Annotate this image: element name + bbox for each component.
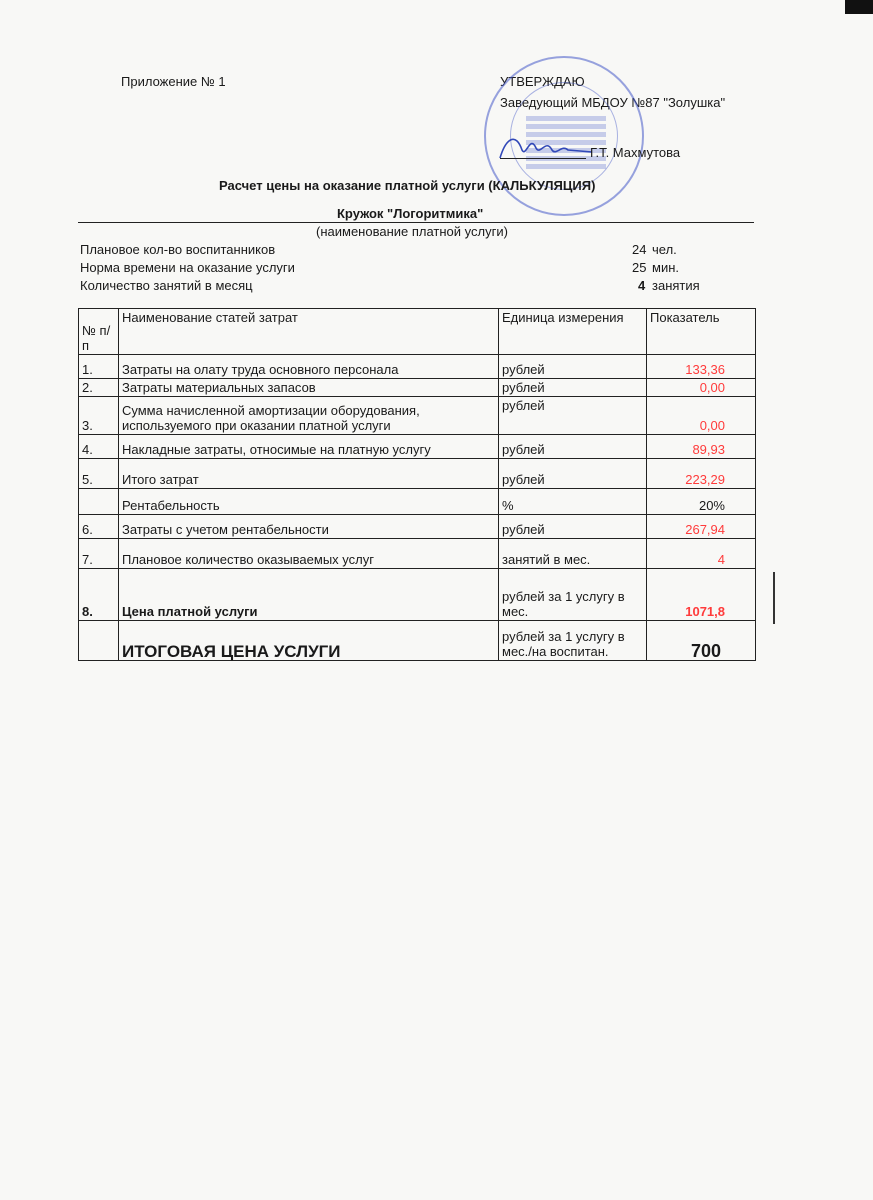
row-num: 4.	[79, 435, 119, 459]
table-row	[79, 569, 756, 621]
row-unit-line: мес./на воспитан.	[502, 644, 609, 659]
row-value: 0,00	[647, 397, 756, 435]
calculation-table	[78, 308, 756, 661]
row-unit: рублей	[499, 397, 647, 435]
row-name-line: используемого при оказании платной услуги	[122, 418, 391, 433]
header-num: № п/п	[79, 309, 119, 355]
row-value: 20%	[647, 489, 756, 515]
row-num	[79, 489, 119, 515]
row-unit-line: рублей за 1 услугу в	[502, 629, 625, 644]
row-unit: рублей	[499, 379, 647, 397]
param-label: Норма времени на оказание услуги	[80, 260, 295, 275]
param-unit: занятия	[652, 278, 700, 293]
signature-line	[500, 158, 586, 159]
row-num: 5.	[79, 459, 119, 489]
row-unit: рублей	[499, 435, 647, 459]
table-row	[79, 435, 756, 459]
row-name: Цена платной услуги	[119, 569, 499, 621]
service-underline	[78, 222, 754, 223]
service-caption: (наименование платной услуги)	[316, 224, 508, 239]
param-value: 25	[632, 260, 647, 275]
row-unit-line: рублей за 1 услугу в	[502, 589, 625, 604]
row-value: 267,94	[647, 515, 756, 539]
row-value: 1071,8	[647, 569, 756, 621]
row-name: Плановое количество оказываемых услуг	[119, 539, 499, 569]
param-value: 24	[632, 242, 647, 257]
signature	[496, 128, 596, 162]
param-value: 4	[638, 278, 646, 293]
param-unit: мин.	[652, 260, 679, 275]
row-name: Затраты с учетом рентабельности	[119, 515, 499, 539]
row-num: 6.	[79, 515, 119, 539]
table-total-row	[79, 621, 756, 661]
row-value: 4	[647, 539, 756, 569]
header-name: Наименование статей затрат	[119, 309, 499, 355]
scan-edge	[845, 0, 873, 14]
row-name: Итого затрат	[119, 459, 499, 489]
page-title: Расчет цены на оказание платной услуги (КАЛЬКУЛЯЦИЯ)	[219, 178, 596, 193]
row-num	[79, 621, 119, 661]
row-value: 89,93	[647, 435, 756, 459]
table-row	[79, 379, 756, 397]
row-value: 223,29	[647, 459, 756, 489]
row-num: 7.	[79, 539, 119, 569]
row-value: 133,36	[647, 355, 756, 379]
row-num: 1.	[79, 355, 119, 379]
table-row	[79, 459, 756, 489]
table-row	[79, 539, 756, 569]
total-value: 700	[647, 621, 756, 661]
table-row	[79, 355, 756, 379]
row-unit: %	[499, 489, 647, 515]
approve-label: УТВЕРЖДАЮ	[500, 74, 585, 89]
service-name: Кружок "Логоритмика"	[337, 206, 484, 221]
row-name: Накладные затраты, относимые на платную услугу	[119, 435, 499, 459]
row-num: 8.	[79, 569, 119, 621]
row-unit-line: мес.	[502, 604, 529, 619]
total-label: ИТОГОВАЯ ЦЕНА УСЛУГИ	[119, 621, 499, 661]
row-unit	[499, 569, 647, 621]
table-row	[79, 515, 756, 539]
row-unit: рублей	[499, 515, 647, 539]
row-unit: занятий в мес.	[499, 539, 647, 569]
row-value: 0,00	[647, 379, 756, 397]
table-header-row	[79, 309, 756, 355]
header-value: Показатель	[647, 309, 756, 355]
row-num: 2.	[79, 379, 119, 397]
row-unit: рублей	[499, 355, 647, 379]
row-name-line: Сумма начисленной амортизации оборудования,	[122, 403, 420, 418]
table-row	[79, 397, 756, 435]
margin-mark	[773, 572, 775, 624]
row-unit: рублей	[499, 459, 647, 489]
approver-name: Г.Т. Махмутова	[590, 145, 681, 160]
row-num: 3.	[79, 397, 119, 435]
appendix-label: Приложение № 1	[121, 74, 226, 89]
approver-position: Заведующий МБДОУ №87 "Золушка"	[500, 95, 726, 110]
row-name: Затраты материальных запасов	[119, 379, 499, 397]
row-name: Рентабельность	[119, 489, 499, 515]
param-label: Количество занятий в месяц	[80, 278, 253, 293]
table-row	[79, 489, 756, 515]
row-unit	[499, 621, 647, 661]
param-label: Плановое кол-во воспитанников	[80, 242, 276, 257]
row-name: Затраты на олату труда основного персонала	[119, 355, 499, 379]
row-name	[119, 397, 499, 435]
header-unit: Единица измерения	[499, 309, 647, 355]
param-unit: чел.	[652, 242, 677, 257]
